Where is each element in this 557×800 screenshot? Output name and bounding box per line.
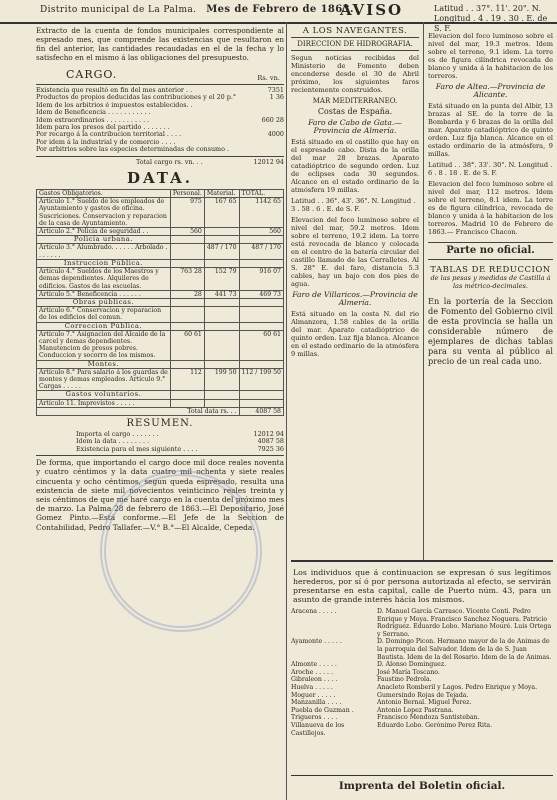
expenses-row <box>37 298 284 306</box>
resumen-row-label: Idem la data . . . . . . . . <box>76 437 150 446</box>
expenses-cell-personal <box>170 360 204 368</box>
divider <box>36 156 284 157</box>
expenses-cell-material: 167 65 <box>204 198 239 228</box>
expenses-cell-material: 152 79 <box>204 268 239 291</box>
data-total-value: 4087 58 <box>239 407 283 415</box>
municipal-accounts-column <box>36 26 284 800</box>
town-name: Moguer . . . . . <box>291 691 336 699</box>
expenses-cell-total <box>239 298 283 306</box>
resumen-row-value: 4087 58 <box>257 437 284 446</box>
district-line <box>40 4 354 15</box>
resumen-row-label: Importa el cargo . . . . . . . <box>76 429 159 438</box>
expenses-cell-label: Montes. <box>37 360 171 368</box>
person-names: Anacleto Romberil y Lagos. Pedro Enrique y Moya. <box>377 683 538 691</box>
cargo-row-label: Idem de Beneficencia . . . . . . . . . . . <box>36 108 151 117</box>
expenses-cell-personal <box>170 259 204 267</box>
expenses-cell-material <box>204 399 239 407</box>
person-names: Faustino Pedrola. <box>377 676 432 684</box>
cargo-row-label: Existencia que resultó en fin del mes anterior . . <box>36 86 193 94</box>
cargo-row-value <box>250 139 284 146</box>
expenses-cell-total: 487 / 170 <box>239 244 283 259</box>
navigators-column <box>291 26 419 560</box>
town-name: Aroche . . . . . <box>291 668 333 676</box>
person-names: Antonio Bernal. Miguel Perez. <box>377 699 472 707</box>
expenses-row <box>37 236 284 244</box>
col-header: TOTAL. <box>239 190 283 198</box>
cargo-total-label: Total cargo rs. vn. . . <box>136 157 203 166</box>
unofficial-heading: Parte no oficial. <box>446 245 535 256</box>
cargo-row-label: Por recargo á la contribucion territorial . . . . <box>36 130 182 139</box>
lighthouse-coords: Latitud . . 38°. 33'. 30". N. Longitud . 6 . 8 . 18 . E. de S. F. <box>428 161 553 177</box>
cargo-row-value: 1 36 <box>269 93 284 102</box>
cargo-row-label: Por arbitrios sobre las especies determinadas de consumo . <box>36 145 230 154</box>
cargo-total-row <box>36 159 284 166</box>
expenses-cell-personal: 763 28 <box>170 268 204 291</box>
people-row <box>291 669 553 677</box>
expenses-cell-label: Artículo 6.° Conservacion y reparacion de los edificios del comun. <box>37 307 171 322</box>
cargo-heading: CARGO. <box>66 68 118 81</box>
expenses-cell-material <box>204 307 239 322</box>
lighthouse-description: Está situado en la punta del Albir, 13 brazas al SE. de la torre de la Bombarda y 6 brazas de la orilla del mar. Aparato catadióptrico de quinto orden. Luz fija blanca. Alcance en el estado ordinario de la atmósfera, 9 millas. <box>428 102 553 158</box>
expenses-cell-material: 487 / 170 <box>204 244 239 259</box>
expenses-row <box>37 391 284 399</box>
person-names: Francisco Mendoza Santisteban. <box>377 714 480 722</box>
unofficial-section-banner <box>428 242 553 260</box>
people-row <box>291 714 553 722</box>
expenses-cell-total <box>239 399 283 407</box>
column-rule <box>423 22 424 560</box>
expenses-cell-personal: 975 <box>170 198 204 228</box>
expenses-row <box>37 330 284 360</box>
expenses-row <box>37 268 284 291</box>
expenses-cell-material <box>204 330 239 360</box>
lighthouse-title: Faro de Cabo de Gata.—Provincia de Almería. <box>308 118 402 135</box>
expenses-cell-material <box>204 228 239 236</box>
expenses-cell-total: 60 61 <box>239 330 283 360</box>
cargo-list <box>36 87 284 154</box>
cargo-row-label: Idem extraordinarios . . . . . . . . . . . <box>36 115 150 124</box>
lighthouse-description: Está situado en la costa N. del rio Almanzora, 1.58 cables de la orilla del mar. Aparato catadióptrico de quinto orden. Luz fija blanca. Alcance en el estado ordinario de la atmósfera 9 millas. <box>291 310 419 358</box>
expenses-cell-personal <box>170 391 204 399</box>
town-name: Almonte . . . . . <box>291 661 337 669</box>
town-name: Puebla de Guzman . <box>291 706 354 714</box>
heirs-notice-text: Los individuos que á continuacion se expresan ó sus legítimos herederos, por sí ó por persona autorizada al efecto, se servirán presentarse en esta capital, calle de Puerto núm. 43, para un asunto de grande interés hácia los mismos. <box>293 568 551 604</box>
expenses-header-row <box>37 190 284 198</box>
currency-header: Rs. vn. <box>257 74 280 82</box>
cargo-row-value: 660 28 <box>261 115 284 124</box>
col-header: Gastos Obligatorios. <box>37 190 171 198</box>
person-names: D. Domingo Picon. Hermano mayor de la de Animas de la parroquia del Salvador. Idem de la de S. Juan Bautista. Idem de la del Rosario. Idem de la de Animas. <box>377 638 552 661</box>
cargo-row-label: Idem de los arbitrios é impuestos establecidos. . <box>36 100 193 109</box>
expenses-cell-total <box>239 391 283 399</box>
people-row <box>291 676 553 684</box>
cargo-row-value: 7351 <box>267 86 284 94</box>
lighthouse-details: Elevacion del foco luminoso sobre el nivel del mar, 59.2 metros. Idem sobre el terreno, 19.2 idem. La torre está revocada de blanco y colocada en el centro de la batería circular del castillo llamado de las Cerralletes. Al S. 28° E. del faro, distancia 5.3 cables, hay un bajo con dos pies de agua. <box>291 216 419 288</box>
expenses-cell-label: Artículo 8.° Para salario á los guardas de montes y demas empleados. Artículo 9.° Cargas . . . . . <box>37 368 171 391</box>
person-names: José María Toscano. <box>377 668 440 676</box>
expenses-cell-material <box>204 391 239 399</box>
expenses-cell-total <box>239 236 283 244</box>
expenses-cell-label: Artículo 4.° Sueldos de los Maestros y demas dependientes. Alquileres de edificios. Gastos de las escuelas. <box>37 268 171 291</box>
month-label: Mes de Febrero de 1863. <box>206 4 354 15</box>
cargo-row-label: Productos de propios deducidas las contribuciones y el 20 p.° <box>36 93 237 102</box>
resumen-row-value: 12012 94 <box>253 429 284 438</box>
expenses-row <box>37 244 284 259</box>
heirs-notice <box>291 560 553 800</box>
expenses-cell-personal <box>170 236 204 244</box>
expenses-cell-personal: 112 <box>170 368 204 391</box>
expenses-cell-total <box>239 259 283 267</box>
hydrography-heading: DIRECCION DE HIDROGRAFIA. <box>297 40 413 48</box>
expenses-cell-material <box>204 236 239 244</box>
town-name: Trigueros . . . . <box>291 714 338 722</box>
person-names: D. Alonso Dominguez. <box>377 661 447 669</box>
resumen-row-value: 7925 36 <box>257 444 284 453</box>
cargo-row-label: Por idem á la industrial y de comercio . . . . <box>36 137 176 146</box>
expenses-cell-total: 1142 65 <box>239 198 283 228</box>
people-row <box>291 661 553 669</box>
expenses-cell-label: Artículo 11. Imprevistos . . . . . <box>37 399 171 407</box>
coords-lon: Longitud . 4 . 19 . 30 . E. de S. F. <box>434 14 548 33</box>
expenses-cell-total <box>239 307 283 322</box>
tables-notice: En la portería de la Seccion de Fomento del Gobierno civil de esta provincia se halla un considerable número de ejemplares de dichas tablas para su venta al público al precio de un real cada uno. <box>428 296 553 366</box>
expenses-cell-total: 560 <box>239 228 283 236</box>
expenses-cell-label: Artículo 7.° Asignacion del Alcaide de la carcel y demas dependientes. Manutencion de presos pobres. Conduccion y socorro de los mismos. <box>37 330 171 360</box>
expenses-cell-material <box>204 259 239 267</box>
people-row <box>291 722 553 737</box>
people-row <box>291 692 553 700</box>
coast-name: Costas de España. <box>317 107 393 116</box>
expenses-row <box>37 307 284 322</box>
expenses-table <box>36 189 284 416</box>
divider <box>36 84 284 85</box>
data-heading: DATA. <box>126 169 194 188</box>
expenses-cell-material: 441 73 <box>204 290 239 298</box>
cargo-row-value <box>250 102 284 109</box>
expenses-cell-label: Gastos voluntarios. <box>37 391 171 399</box>
navigators-heading: A LOS NAVEGANTES. <box>302 26 408 36</box>
column-rule <box>286 22 287 800</box>
aviso-title: AVISO <box>340 1 404 19</box>
divider <box>36 455 284 456</box>
expenses-cell-material <box>204 360 239 368</box>
lighthouse-description: Está situado en el castillo que hay en el espresado cabo. Dista de la orilla del mar 28 brazas. Aparato catadióptrico de segundo orden. Luz de eclipses cada 30 segundos. Alcance en el estado ordinario de la atmósfera 19 millas. <box>291 138 419 194</box>
sea-name: MAR MEDITERRANEO. <box>312 97 398 105</box>
printer-footer: Imprenta del Boletin oficial. <box>291 775 553 792</box>
expenses-row <box>37 259 284 267</box>
expenses-cell-personal <box>170 298 204 306</box>
cargo-total-value: 12012 94 <box>253 157 284 166</box>
expenses-cell-total: 112 / 199 50 <box>239 368 283 391</box>
expenses-cell-label: Artículo 3.° Alumbrado. . . . . . Arbolado . . . . . . . <box>37 244 171 259</box>
expenses-cell-label: Obras públicas. <box>37 298 171 306</box>
person-names: Gumersindo Rojas de Tejada. <box>377 691 469 699</box>
expenses-cell-label: Artículo 5.° Beneficencia . . . . . . <box>37 290 171 298</box>
data-total-row <box>37 407 284 415</box>
town-name: Huelva . . . . . <box>291 683 333 691</box>
expenses-cell-material <box>204 298 239 306</box>
accounts-intro: Extracto de la cuenta de fondos municipales correspondiente al espresado mes, que comprende las existencias que resultaron en fin del anterior, las cantidades recaudadas en el de la fecha y lo satisfecho en el mismo á las obligaciones del presupuesto. <box>36 26 284 62</box>
resumen-row <box>76 446 284 453</box>
expenses-cell-personal <box>170 399 204 407</box>
expenses-cell-material: 199 50 <box>204 368 239 391</box>
expenses-cell-personal: 60 61 <box>170 330 204 360</box>
lighthouse-title: Faro de Villaricos.—Provincia de Almería. <box>292 290 418 307</box>
expenses-cell-label: Artículo 1.° Sueldo de los empleados de Ayuntamiento y gastos de oficina. Suscriciones. Conservacion y reparacion de la casa de Ayuntamiento. <box>37 198 171 228</box>
cargo-row-value: 4000 <box>267 130 284 139</box>
town-name: Aracena . . . . . <box>291 608 337 615</box>
resumen-heading: RESUMEN. <box>126 417 194 429</box>
people-list <box>291 608 553 737</box>
expenses-row <box>37 198 284 228</box>
lighthouse-details: Elevacion del foco luminoso sobre el nivel del mar, 19.3 metros. Idem sobre el terreno, 9.1 idem. La torre es de figura cilíndrica revocada de blanco y unida á la habitacion de los torreros. <box>428 32 553 80</box>
divider <box>291 37 419 38</box>
lighthouse-coords: Latitud . . 36°. 43'. 36". N. Longitud . 3 . 58 . 6 . E. de S. F. <box>291 197 416 213</box>
navigators-intro: Segun noticias recibidas del Ministerio de Fomento deben encenderse desde el 30 de Abril próximo, los siguientes faros recientemente construidos. <box>291 54 419 94</box>
expenses-cell-total: 916 07 <box>239 268 283 291</box>
col-header: Material. <box>204 190 239 198</box>
expenses-cell-personal <box>170 244 204 259</box>
expenses-cell-label: Artículo 2.° Policía de seguridad . . <box>37 228 171 236</box>
expenses-cell-total: 469 73 <box>239 290 283 298</box>
people-row <box>291 707 553 715</box>
town-name: Villanueva de los Castillejos. <box>291 721 345 737</box>
resumen-list <box>36 431 284 453</box>
expenses-cell-personal: 28 <box>170 290 204 298</box>
divider <box>291 50 419 51</box>
expenses-cell-personal <box>170 322 204 330</box>
people-row <box>291 699 553 707</box>
person-names: Eduardo Lobo. Gerónimo Perez Rita. <box>377 721 493 729</box>
expenses-cell-total <box>239 322 283 330</box>
expenses-cell-personal <box>170 307 204 322</box>
expenses-row <box>37 322 284 330</box>
cargo-row-value <box>250 146 284 153</box>
col-header: Personal. <box>170 190 204 198</box>
person-names: Antonio Lopez Pastrana. <box>377 706 454 714</box>
expenses-cell-label: Correccion Pública. <box>37 322 171 330</box>
town-name: Ayamonte . . . . . <box>291 638 342 646</box>
people-row <box>291 638 553 661</box>
closing-statement: De forma, que importando el cargo doce mil doce reales noventa y cuatro céntimos y la data cuatro mil ochenta y siete reales cincuenta y ocho céntimos, segun queda espresado, resulta una existencia de siete mil novecientos veinticinco reales treinta y seis céntimos de que me haré cargo en la cuenta del próximo mes de marzo. La Palma 28 de febrero de 1863.—El Depositario, José Gomez Pinto.—Está conforme.—El Jefe de la Seccion de Contabilidad, Pedro Tallafer.—V.° B.°—El Alcalde, Cepeda. <box>36 458 284 532</box>
cargo-row <box>36 146 284 153</box>
town-name: Gibraleon . . . . <box>291 676 338 684</box>
people-row <box>291 608 553 638</box>
cargo-row-label: Idem para los presos del partido . . . . . . . <box>36 123 170 132</box>
district-name: Distrito municipal de La Palma. <box>40 5 197 15</box>
expenses-cell-material <box>204 322 239 330</box>
expenses-cell-total <box>239 360 283 368</box>
expenses-row <box>37 360 284 368</box>
right-column <box>428 26 553 560</box>
coords-lat: Latitud . . 37°. 11'. 20". N. <box>434 4 541 13</box>
expenses-cell-personal: 560 <box>170 228 204 236</box>
town-name: Manzanilla . . . . <box>291 699 342 707</box>
expenses-cell-label: Instruccion Pública. <box>37 259 171 267</box>
data-total-label: Total data rs. . . <box>37 407 240 415</box>
expenses-row <box>37 399 284 407</box>
lighthouse-title: Faro de Altea.—Provincia de Alicante. <box>435 82 546 99</box>
tables-heading: TABLAS DE REDUCCION <box>430 265 551 275</box>
people-row <box>291 684 553 692</box>
person-names: D. Manuel García Carrasco. Vicente Conti. Pedro Enrique y Moya. Francisco Sanchez Noguera. Patricio Rodriguez. Eduardo Lobo. Mariano Mouré. Luis Ortega y Serrano. <box>377 608 552 638</box>
expenses-cell-label: Policía urbana. <box>37 236 171 244</box>
expenses-row <box>37 368 284 391</box>
resumen-row-label: Existencia para el mes siguiente . . . . <box>76 444 198 453</box>
tables-subheading: de las pesas y medidas de Castilla á las métrico-decimales. <box>430 274 551 290</box>
lighthouse-details: Elevacion del foco luminoso sobre el nivel del mar, 112 metros. Idem sobre el terreno, 8.1 idem. La torre es de figura cilíndrica, revocada de blanco y unida á la habitacion de los torreros. Madrid 10 de Febrero de 1863.— Francisco Chacon. <box>428 180 553 236</box>
